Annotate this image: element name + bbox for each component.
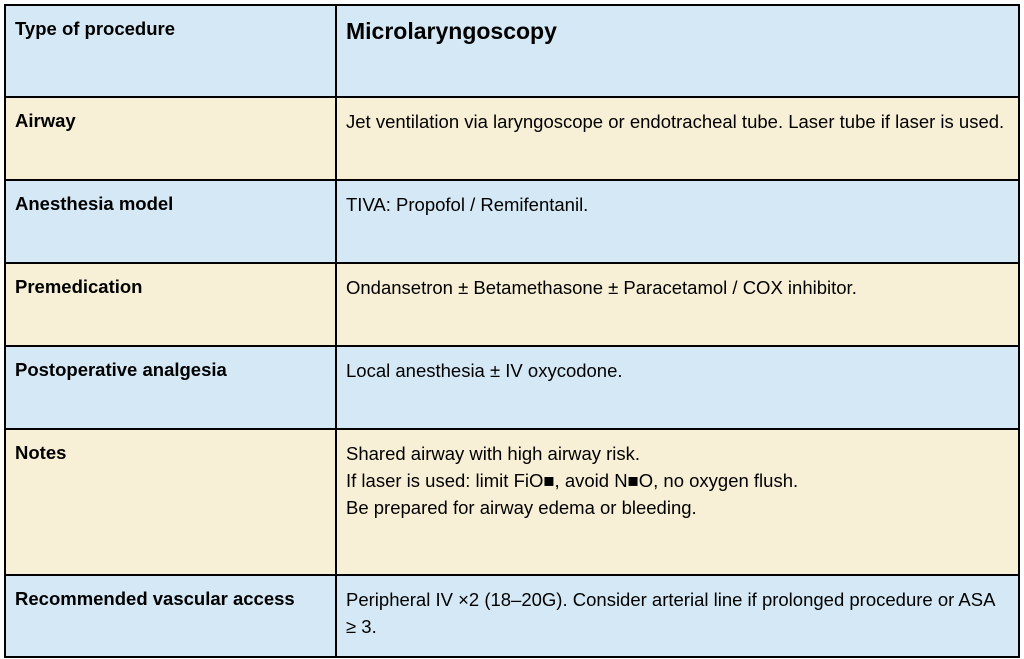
table-row bbox=[5, 180, 1019, 263]
row-value-line: Local anesthesia ± IV oxycodone. bbox=[346, 360, 623, 381]
row-value bbox=[336, 346, 1019, 429]
table-row bbox=[5, 5, 1019, 97]
row-value-line: TIVA: Propofol / Remifentanil. bbox=[346, 194, 589, 215]
table-row bbox=[5, 263, 1019, 346]
row-value-line: Be prepared for airway edema or bleeding. bbox=[346, 497, 697, 518]
table-row bbox=[5, 97, 1019, 180]
row-value bbox=[336, 263, 1019, 346]
row-value-line: Jet ventilation via laryngoscope or endotracheal tube. Laser tube if laser is used. bbox=[346, 111, 1005, 132]
row-label: Premedication bbox=[5, 263, 336, 346]
row-value bbox=[336, 575, 1019, 657]
row-value bbox=[336, 97, 1019, 180]
row-value-line: Peripheral IV ×2 (18–20G). Consider arterial line if prolonged procedure or ASA ≥ 3. bbox=[346, 589, 995, 637]
row-label: Type of procedure bbox=[5, 5, 336, 97]
row-value-line: If laser is used: limit FiO■, avoid N■O, no oxygen flush. bbox=[346, 470, 799, 491]
table-row bbox=[5, 575, 1019, 657]
row-value-line: Microlaryngoscopy bbox=[346, 18, 557, 44]
row-value-line: Ondansetron ± Betamethasone ± Paracetamol / COX inhibitor. bbox=[346, 277, 857, 298]
table-row bbox=[5, 346, 1019, 429]
row-value bbox=[336, 180, 1019, 263]
row-label: Postoperative analgesia bbox=[5, 346, 336, 429]
row-label: Notes bbox=[5, 429, 336, 575]
row-label: Anesthesia model bbox=[5, 180, 336, 263]
procedure-table bbox=[4, 4, 1020, 658]
row-label: Recommended vascular access bbox=[5, 575, 336, 657]
row-label: Airway bbox=[5, 97, 336, 180]
table-row bbox=[5, 429, 1019, 575]
row-value-line: Shared airway with high airway risk. bbox=[346, 443, 641, 464]
row-value bbox=[336, 429, 1019, 575]
procedure-title bbox=[336, 5, 1019, 97]
